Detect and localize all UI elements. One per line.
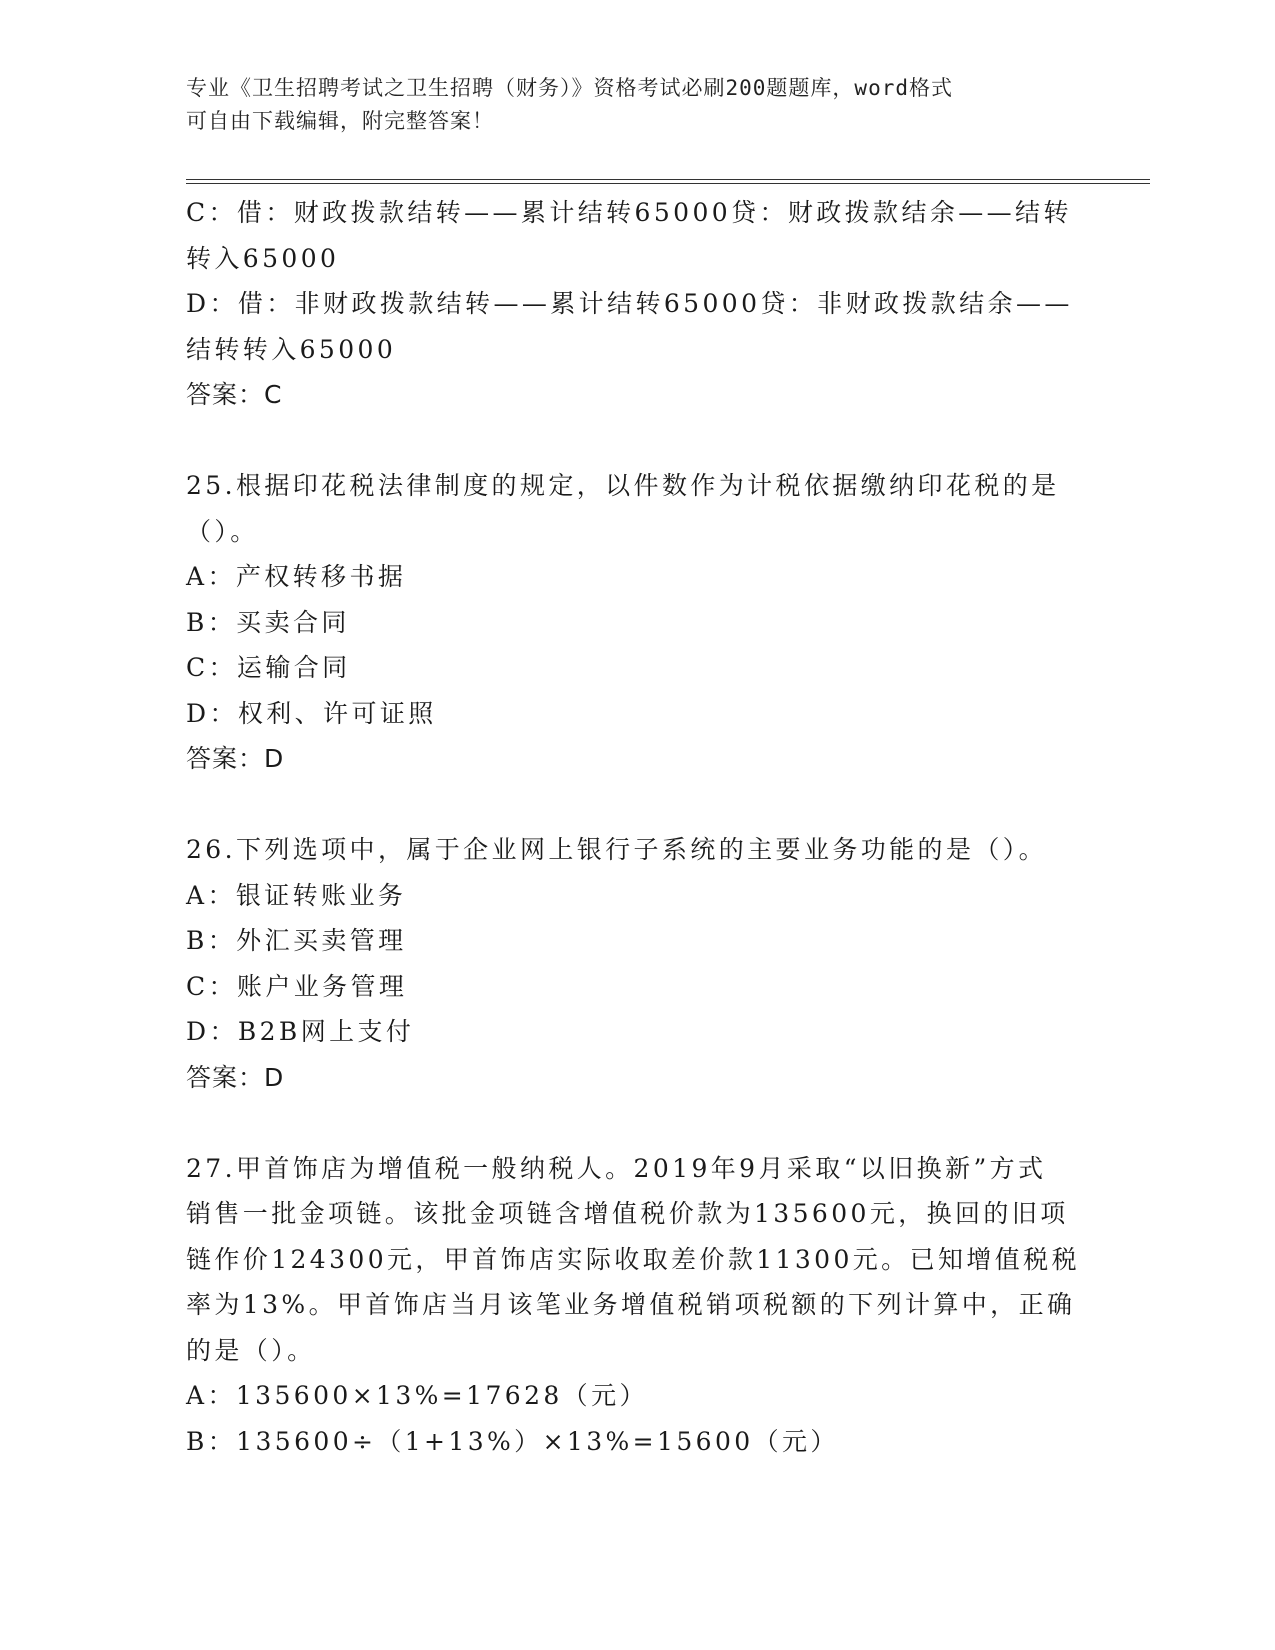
option-d-line-2: 结转转入65000 <box>186 334 397 364</box>
prev-question-block <box>186 190 1086 418</box>
question-stem-line-2: （）。 <box>186 516 259 546</box>
question-stem-line-4: 率为13%。甲首饰店当月该笔业务增值税销项税额的下列计算中，正确 <box>186 1290 1076 1319</box>
header-title-line-1: 专业《卫生招聘考试之卫生招聘（财务）》资格考试必刷200题题库，word格式 <box>186 76 953 100</box>
option-b: B：买卖合同 <box>186 607 350 637</box>
question-stem-line-1: 26.下列选项中，属于企业网上银行子系统的主要业务功能的是（）。 <box>186 835 1048 864</box>
question-stem-line-2: 销售一批金项链。该批金项链含增值税价款为135600元，换回的旧项 <box>186 1199 1069 1228</box>
option-c: C：运输合同 <box>186 653 351 682</box>
question-stem-line-3: 链作价124300元，甲首饰店实际收取差价款11300元。已知增值税税 <box>186 1244 1080 1274</box>
answer-line: 答案：D <box>186 1062 285 1092</box>
question-stem-line-5: 的是（）。 <box>186 1335 316 1365</box>
answer-line: 答案：D <box>186 744 285 773</box>
question-stem-line-1: 25.根据印花税法律制度的规定，以件数作为计税依据缴纳印花税的是 <box>186 471 1060 500</box>
spacer <box>186 418 1086 464</box>
header-divider-top <box>186 179 1150 180</box>
question-stem-line-1: 27.甲首饰店为增值税一般纳税人。2019年9月采取“以旧换新”方式 <box>186 1153 1047 1183</box>
header-title-line-2: 可自由下载编辑，附完整答案！ <box>186 109 494 133</box>
document-header <box>186 72 1086 138</box>
spacer <box>186 782 1086 828</box>
option-a: A：产权转移书据 <box>186 562 407 591</box>
answer-line: 答案：C <box>186 380 283 409</box>
option-d: D：B2B网上支付 <box>186 1017 415 1046</box>
question-25-block <box>186 463 1086 782</box>
option-b: B：135600÷（1+13%）×13%=15600（元） <box>186 1426 839 1456</box>
option-d-line-1: D：借：非财政拨款结转——累计结转65000贷：非财政拨款结余—— <box>186 289 1073 318</box>
question-27-block <box>186 1146 1086 1465</box>
option-c-line-2: 转入65000 <box>186 243 340 273</box>
option-b: B：外汇买卖管理 <box>186 926 407 955</box>
header-divider-bottom <box>186 183 1150 184</box>
option-c-line-1: C：借：财政拨款结转——累计结转65000贷：财政拨款结余——结转 <box>186 198 1072 227</box>
spacer <box>186 1100 1086 1146</box>
option-c: C：账户业务管理 <box>186 971 408 1001</box>
option-d: D：权利、许可证照 <box>186 698 437 728</box>
question-content <box>186 190 1086 1464</box>
option-a: A：银证转账业务 <box>186 880 407 910</box>
question-26-block <box>186 827 1086 1100</box>
option-a: A：135600×13%=17628（元） <box>186 1381 648 1410</box>
